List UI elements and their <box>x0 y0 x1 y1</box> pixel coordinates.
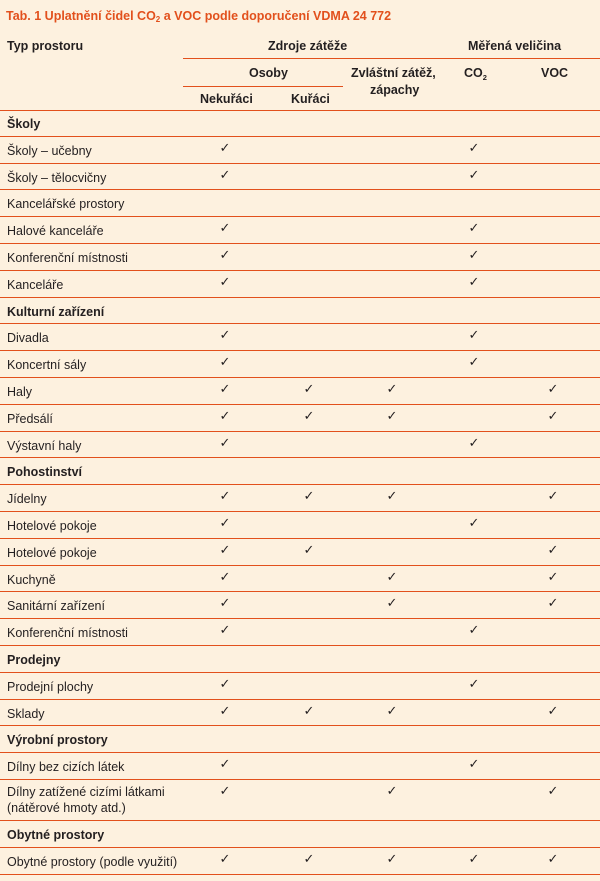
check-icon-voc: ✓ <box>547 381 559 397</box>
row-label: Výstavní haly <box>7 438 82 453</box>
check-icon-voc: ✓ <box>547 542 559 558</box>
table-row <box>0 217 600 244</box>
header-special-load-line1: Zvláštní zátěž, <box>351 66 436 80</box>
section-label: Výrobní prostory <box>7 733 108 748</box>
header-measured-quantity: Měřená veličina <box>468 39 562 53</box>
row-label: Školy – učebny <box>7 143 92 158</box>
section-row <box>0 646 600 673</box>
check-icon-nonsmokers: ✓ <box>219 515 231 531</box>
row-label: Jídelny <box>7 492 47 507</box>
row-label: Obytné prostory (podle využití) <box>7 854 178 869</box>
check-icon-nonsmokers: ✓ <box>219 596 231 612</box>
check-icon-co2: ✓ <box>468 167 480 183</box>
section-label: Kulturní zařízení <box>7 304 105 319</box>
row-label: Konferenční místnosti <box>7 250 128 265</box>
row-label: Hotelové pokoje <box>7 545 97 560</box>
row-label: Předsálí <box>7 411 53 426</box>
check-icon-smokers: ✓ <box>303 851 315 867</box>
check-icon-special-load: ✓ <box>386 596 398 612</box>
section-label: Prodejny <box>7 652 61 667</box>
table-row <box>0 753 600 780</box>
section-label: Školy <box>7 117 41 131</box>
header-load-sources: Zdroje zátěže <box>268 39 348 53</box>
table-row <box>0 592 600 619</box>
section-row <box>0 110 600 137</box>
check-icon-nonsmokers: ✓ <box>219 676 231 692</box>
header-co2: $CO_2$ <box>464 66 487 82</box>
check-icon-nonsmokers: ✓ <box>219 167 231 183</box>
check-icon-co2: ✓ <box>468 515 480 531</box>
table-row <box>0 164 600 191</box>
section-row <box>0 458 600 485</box>
row-label: Konferenční místnosti <box>7 626 128 641</box>
check-icon-smokers: ✓ <box>303 542 315 558</box>
check-icon-co2: ✓ <box>468 623 480 639</box>
table-row <box>0 700 600 727</box>
row-label: Kancelářské prostory <box>7 197 125 212</box>
check-icon-nonsmokers: ✓ <box>219 274 231 290</box>
check-icon-nonsmokers: ✓ <box>219 757 231 773</box>
table-row <box>0 351 600 378</box>
check-icon-co2: ✓ <box>468 221 480 237</box>
check-icon-nonsmokers: ✓ <box>219 783 231 799</box>
row-label: Koncertní sály <box>7 358 87 373</box>
table-row <box>0 137 600 164</box>
check-icon-special-load: ✓ <box>386 569 398 585</box>
row-label: Haly <box>7 384 33 399</box>
check-icon-nonsmokers: ✓ <box>219 489 231 505</box>
section-row <box>0 298 600 325</box>
table-row <box>0 673 600 700</box>
check-icon-nonsmokers: ✓ <box>219 569 231 585</box>
check-icon-special-load: ✓ <box>386 851 398 867</box>
check-icon-voc: ✓ <box>547 703 559 719</box>
check-icon-special-load: ✓ <box>386 381 398 397</box>
check-icon-co2: ✓ <box>468 757 480 773</box>
table-row <box>0 780 600 821</box>
table-row <box>0 324 600 351</box>
check-icon-voc: ✓ <box>547 569 559 585</box>
check-icon-special-load: ✓ <box>386 783 398 799</box>
table-row <box>0 271 600 298</box>
table-row <box>0 190 600 217</box>
header-special-load-line2: zápachy <box>370 83 420 97</box>
check-icon-voc: ✓ <box>547 408 559 424</box>
check-icon-nonsmokers: ✓ <box>219 221 231 237</box>
check-icon-special-load: ✓ <box>386 703 398 719</box>
header-divider <box>183 58 600 59</box>
section-row <box>0 726 600 753</box>
check-icon-smokers: ✓ <box>303 489 315 505</box>
table-row <box>0 848 600 875</box>
check-icon-co2: ✓ <box>468 676 480 692</box>
header-divider <box>183 86 343 87</box>
check-icon-voc: ✓ <box>547 851 559 867</box>
check-icon-nonsmokers: ✓ <box>219 328 231 344</box>
check-icon-nonsmokers: ✓ <box>219 247 231 263</box>
check-icon-co2: ✓ <box>468 328 480 344</box>
section-label: Obytné prostory <box>7 827 105 842</box>
check-icon-nonsmokers: ✓ <box>219 408 231 424</box>
check-icon-voc: ✓ <box>547 489 559 505</box>
check-icon-voc: ✓ <box>547 783 559 799</box>
section-label: Pohostinství <box>7 465 83 480</box>
check-icon-special-load: ✓ <box>386 408 398 424</box>
table-row <box>0 485 600 512</box>
check-icon-nonsmokers: ✓ <box>219 140 231 156</box>
row-label: Sklady <box>7 706 45 721</box>
table-row <box>0 378 600 405</box>
row-label: Dílny zatížené cizími látkami (nátěrové hmoty atd.) <box>7 784 165 815</box>
check-icon-co2: ✓ <box>468 140 480 156</box>
check-icon-co2: ✓ <box>468 851 480 867</box>
table-row <box>0 619 600 646</box>
row-label: Prodejní plochy <box>7 679 94 694</box>
header-room-type: Typ prostoru <box>7 39 84 53</box>
header-smokers: Kuřáci <box>291 92 330 106</box>
header-nonsmokers: Nekuřáci <box>200 92 253 106</box>
table-row <box>0 512 600 539</box>
check-icon-nonsmokers: ✓ <box>219 381 231 397</box>
check-icon-special-load: ✓ <box>386 489 398 505</box>
check-icon-smokers: ✓ <box>303 408 315 424</box>
check-icon-co2: ✓ <box>468 247 480 263</box>
check-icon-smokers: ✓ <box>303 381 315 397</box>
row-label: Školy – tělocvičny <box>7 170 107 185</box>
table-row <box>0 432 600 459</box>
table-caption: Tab. 1 Uplatnění čidel $CO_2$ a VOC podle doporučení VDMA 24 772 <box>6 9 392 24</box>
check-icon-nonsmokers: ✓ <box>219 703 231 719</box>
row-label: Divadla <box>7 331 49 346</box>
check-icon-nonsmokers: ✓ <box>219 851 231 867</box>
check-icon-nonsmokers: ✓ <box>219 542 231 558</box>
row-label: Kanceláře <box>7 277 64 292</box>
table-row <box>0 405 600 432</box>
row-label: Halové kanceláře <box>7 224 104 239</box>
header-persons: Osoby <box>249 66 288 80</box>
header-voc: VOC <box>541 66 569 80</box>
table-row <box>0 244 600 271</box>
check-icon-nonsmokers: ✓ <box>219 623 231 639</box>
table-row <box>0 539 600 566</box>
check-icon-co2: ✓ <box>468 355 480 371</box>
row-label: Kuchyně <box>7 572 56 587</box>
check-icon-nonsmokers: ✓ <box>219 435 231 451</box>
check-icon-smokers: ✓ <box>303 703 315 719</box>
section-row <box>0 821 600 848</box>
row-label: Dílny bez cizích látek <box>7 760 125 775</box>
check-icon-nonsmokers: ✓ <box>219 355 231 371</box>
table-body <box>0 110 600 875</box>
row-label: Sanitární zařízení <box>7 599 105 614</box>
check-icon-co2: ✓ <box>468 435 480 451</box>
check-icon-co2: ✓ <box>468 274 480 290</box>
row-label: Hotelové pokoje <box>7 518 97 533</box>
check-icon-voc: ✓ <box>547 596 559 612</box>
table-row <box>0 566 600 593</box>
